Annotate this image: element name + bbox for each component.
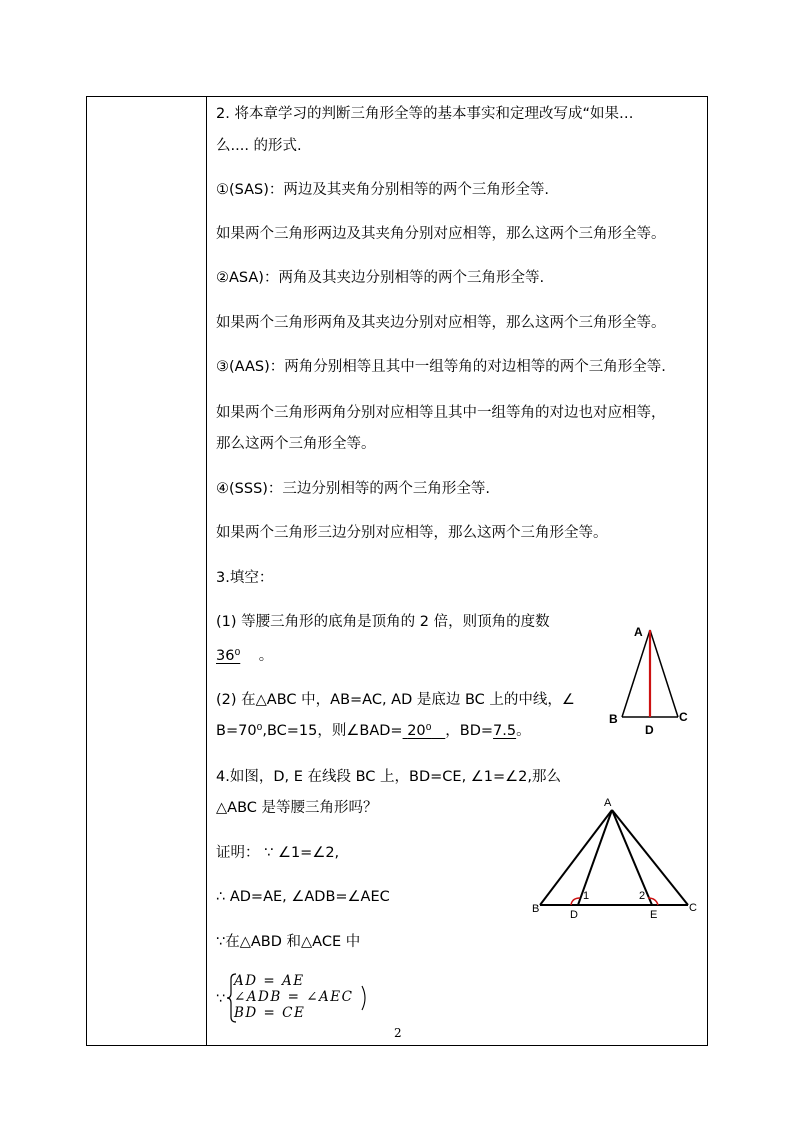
label-c: C [679, 710, 688, 724]
q4-proof3: ∵在△ABD 和△ACE 中 [216, 934, 361, 950]
q2-sas-title: ①(SAS)：两边及其夹角分别相等的两个三角形全等. [216, 182, 550, 198]
triangle-abc-de-figure [528, 790, 703, 925]
q2-aas-title: ③(AAS)：两角分别相等且其中一组等角的对边相等的两个三角形全等. [216, 359, 666, 375]
q3-item2-mid: ，BD= [445, 723, 494, 739]
q4-proof1: 证明： ∵ ∠1=∠2, [216, 845, 340, 861]
label-b: B [532, 903, 540, 915]
q3-item1-text: (1) 等腰三角形的底角是顶角的 2 倍，则顶角的度数 [216, 614, 550, 630]
q3-item2-answer1-wrap [403, 723, 446, 739]
side-ab [540, 810, 612, 905]
brace-rows [234, 973, 353, 1021]
label-c: C [689, 902, 697, 914]
because-symbol: ∵ [216, 991, 225, 1007]
q2-asa-title: ②ASA)：两角及其夹边分别相等的两个三角形全等. [216, 270, 545, 286]
q3-item2-line1: (2) 在△ABC 中，AB=AC, AD 是底边 BC 上的中线，∠ [216, 692, 575, 708]
q2-asa-if: 如果两个三角形两角及其夹边分别对应相等，那么这两个三角形全等。 [216, 315, 666, 331]
left-column-cell [87, 97, 207, 1045]
label-b: B [609, 712, 618, 726]
label-e: E [650, 909, 658, 921]
q3-item1-end: 。 [258, 648, 274, 664]
label-a: A [634, 625, 643, 639]
q2-aas-if-2: 那么这两个三角形全等。 [216, 436, 376, 452]
q2-line1: 2. 将本章学习的判断三角形全等的基本事实和定理改写成“如果… [216, 106, 634, 122]
label-a: A [604, 797, 612, 809]
brace-row-3: BD = CE [234, 1005, 306, 1021]
q3-item2-line2 [216, 721, 531, 741]
right-paren-icon [361, 985, 369, 1011]
q2-sss-title: ④(SSS)：三边分别相等的两个三角形全等. [216, 481, 491, 497]
label-angle-2: 2 [639, 890, 646, 902]
q3-item2-pre: B=70⁰,BC=15，则∠BAD= [216, 723, 403, 739]
isosceles-triangle-figure [600, 620, 700, 738]
q3-item1-answer: 36⁰ [216, 648, 241, 664]
label-d: D [570, 909, 578, 921]
side-ab [622, 630, 650, 717]
q4-line2: △ABC 是等腰三角形吗？ [216, 800, 378, 816]
label-angle-1: 1 [583, 890, 590, 902]
q4-line1: 4.如图，D, E 在线段 BC 上，BD=CE, ∠1=∠2,那么 [216, 769, 561, 785]
q3-item2-end: 。 [516, 723, 531, 739]
q2-line2: 么.... 的形式. [216, 138, 302, 154]
q2-aas-if-1: 如果两个三角形两角分别对应相等且其中一组等角的对边也对应相等， [216, 405, 666, 421]
q2-sss-if: 如果两个三角形三边分别对应相等，那么这两个三角形全等。 [216, 525, 608, 541]
side-ac [650, 630, 678, 717]
label-d: D [645, 723, 654, 737]
q3-item2-answer1: 20⁰ [407, 723, 432, 739]
segment-ae [612, 810, 652, 905]
page-number: 2 [394, 1026, 402, 1040]
q3-item1-answer-line [216, 646, 273, 666]
brace-system [216, 973, 376, 1025]
q2-sas-if: 如果两个三角形两边及其夹角分别对应相等，那么这两个三角形全等。 [216, 226, 666, 242]
q4-proof2: ∴ AD=AE, ∠ADB=∠AEC [216, 889, 390, 905]
q3-title: 3.填空： [216, 570, 274, 586]
brace-row-1: AD = AE [234, 973, 305, 989]
q3-item2-answer2: 7.5 [493, 723, 517, 739]
side-ac [612, 810, 688, 905]
brace-row-2: ∠ADB = ∠AEC [234, 989, 354, 1005]
